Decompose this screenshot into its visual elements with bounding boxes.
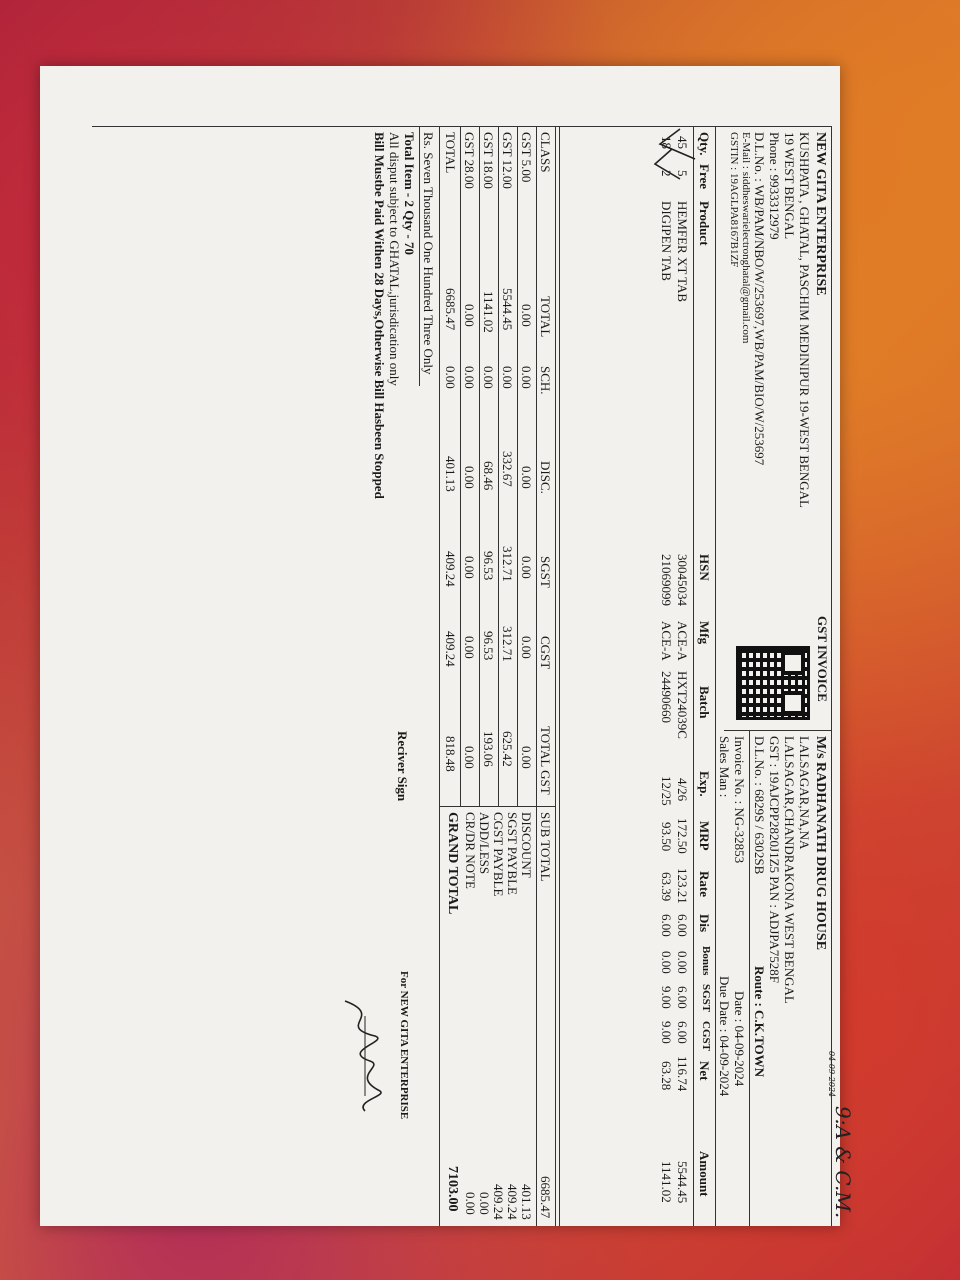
gst-cell: GST 12.00 — [500, 132, 515, 189]
item-amount: 1141.02 — [659, 1161, 674, 1203]
gst-row-line — [479, 126, 480, 806]
col-rate: Rate — [697, 871, 712, 897]
item-net: 116.74 — [675, 1056, 690, 1092]
item-exp: 4/26 — [675, 778, 690, 802]
seller-name: NEW GITA ENTERPRISE — [813, 132, 828, 296]
col-mrp: MRP — [697, 821, 712, 851]
summary-line — [536, 806, 537, 1226]
gst-cell: 0.00 — [462, 556, 477, 579]
gst-cell: 68.46 — [481, 461, 496, 491]
discount-label: DISCOUNT — [519, 812, 534, 878]
invoice-document — [40, 66, 855, 1226]
col-net: Net — [697, 1061, 712, 1081]
col-free: Free — [697, 164, 712, 190]
gst-cell: 0.00 — [462, 466, 477, 489]
col-product: Product — [697, 201, 712, 246]
col-qty: Qty. — [697, 132, 712, 156]
gst-cell: 401.13 — [443, 456, 458, 492]
item-mrp: 93.50 — [659, 822, 674, 852]
divider-buyer — [724, 730, 832, 731]
gst-cell: 1141.02 — [481, 291, 496, 333]
item-sgst: 6.00 — [675, 986, 690, 1009]
item-dis: 6.00 — [659, 914, 674, 937]
item-exp: 12/25 — [659, 776, 674, 806]
gst-header-total-gst: TOTAL GST — [538, 726, 553, 795]
gst-cell: 0.00 — [519, 366, 534, 389]
due-date: Due Date : 04-09-2024 — [717, 976, 732, 1097]
gst-cell: 0.00 — [519, 466, 534, 489]
seller-gstin: GSTIN : 19AGLPA8167B1ZF — [728, 132, 740, 268]
gst-cell: 193.06 — [481, 731, 496, 767]
gst-cell: GST 28.00 — [462, 132, 477, 189]
buyer-gst: GST : 19AJCPP2820J1Z5 PAN : ADJPA7528F — [767, 736, 782, 983]
receiver-sign: Reciver Sign — [395, 731, 410, 802]
gst-header-disc: DISC. — [538, 461, 553, 494]
cr-dr-note-value: 0.00 — [463, 1192, 478, 1215]
col-sgst: SGST — [700, 984, 712, 1013]
gst-cell: 0.00 — [443, 366, 458, 389]
gst-cell: 0.00 — [462, 366, 477, 389]
gst-row-line — [498, 126, 499, 806]
item-hsn: 21069099 — [659, 554, 674, 606]
item-bonus: 0.00 — [675, 951, 690, 974]
gst-cell: 0.00 — [462, 304, 477, 327]
for-company: For NEW GITA ENTERPRISE — [398, 971, 410, 1120]
invoice-title: GST INVOICE — [815, 616, 830, 702]
sales-man: Sales Man : — [717, 736, 732, 798]
discount-value: 401.13 — [519, 1184, 534, 1220]
gst-header-sgst: SGST — [538, 556, 553, 588]
gst-row-line — [460, 126, 461, 806]
total-items-qty: Total Item - 2 Qty - 70 — [402, 132, 417, 256]
gst-header-sch: SCH. — [538, 366, 553, 395]
gst-cell: 625.42 — [500, 731, 515, 767]
payment-terms: Bill Mustbe Paid Withen 28 Days,Otherwise Bill Hasbeen Stopped — [372, 132, 387, 499]
gst-cell: GST 18.00 — [481, 132, 496, 189]
items-header-bottom-line — [693, 126, 694, 1226]
signature-icon — [335, 996, 395, 1116]
seller-address2: 19 WEST BENGAL — [782, 132, 797, 240]
qr-code-icon — [736, 646, 810, 720]
seller-email: E-Mail : siddheswarielectronghatal@gmail.com — [740, 132, 752, 344]
item-rate: 63.39 — [659, 872, 674, 902]
sgst-payble-value: 409.24 — [505, 1184, 520, 1220]
gst-cell: 409.24 — [443, 551, 458, 587]
gst-header-class: CLASS — [538, 132, 553, 173]
sub-total-value: 6685.47 — [538, 1176, 553, 1219]
cr-dr-note-label: CR/DR NOTE — [463, 812, 478, 889]
item-batch: 24490660 — [659, 671, 674, 723]
item-qty: 18 — [659, 136, 674, 149]
gst-table-bottom-line — [439, 126, 440, 1226]
gst-cell: 0.00 — [500, 366, 515, 389]
border-left — [92, 126, 832, 127]
item-mfg: ACE-A — [659, 621, 674, 661]
gst-table-top-line — [555, 126, 556, 1226]
item-product: DIGIPEN TAB — [659, 201, 674, 281]
sub-total-label: SUB TOTAL — [538, 812, 553, 882]
col-cgst: CGST — [700, 1021, 712, 1051]
col-bonus: Bonus — [700, 946, 712, 976]
checkmark-icon — [650, 124, 700, 184]
gst-cell: 0.00 — [481, 366, 496, 389]
seller-dl: D.L.No. : WB/PAM/NBO/W/253697,WB/PAM/BIO/W/253697 — [752, 132, 767, 466]
gst-cell: 0.00 — [519, 636, 534, 659]
invoice-number: Invoice No. : NG-32853 — [732, 736, 747, 864]
col-dis: Dis — [697, 914, 712, 933]
seller-phone: Phone : 9933312979 — [767, 132, 782, 240]
grand-total-value: 7103.00 — [445, 1166, 460, 1212]
buyer-line2: LALSAGAR,CHANDRAKONA WEST BENGAL — [782, 736, 797, 1004]
buyer-name: M/s RADHANATH DRUG HOUSE — [813, 736, 828, 951]
cgst-payble-label: CGST PAYBLE — [491, 812, 506, 897]
seller-address1: KUSHPATA , GHATAL, PASCHIM MEDINIPUR 19-WEST BENGAL — [797, 132, 812, 508]
summary-divider — [440, 806, 556, 807]
gst-cell: 0.00 — [519, 746, 534, 769]
col-amount: Amount — [697, 1151, 712, 1197]
gst-cell: 409.24 — [443, 631, 458, 667]
item-amount: 5544.45 — [675, 1161, 690, 1204]
item-qty: 45 — [675, 136, 690, 149]
item-net: 63.28 — [659, 1061, 674, 1091]
buyer-line1: LALSAGAR,NA,NA — [797, 736, 812, 850]
gst-cell: 312.71 — [500, 626, 515, 662]
col-mfg: Mfg — [697, 621, 712, 645]
item-free: 5 — [675, 170, 690, 177]
gst-cell: 96.53 — [481, 551, 496, 581]
sgst-payble-label: SGST PAYBLE — [505, 812, 520, 895]
item-mrp: 172.50 — [675, 818, 690, 854]
gst-cell: 0.00 — [519, 304, 534, 327]
divider-meta — [749, 730, 750, 1226]
buyer-dl: D.L.No. : 6829S / 6302SB — [752, 736, 767, 875]
gst-cell: 0.00 — [462, 636, 477, 659]
gst-header-line — [536, 126, 537, 806]
item-mfg: ACE-A — [675, 621, 690, 661]
gst-cell: 312.71 — [500, 546, 515, 582]
item-rate: 123.21 — [675, 868, 690, 904]
item-sgst: 9.00 — [659, 986, 674, 1009]
item-batch: HXT24039C — [675, 671, 690, 739]
item-free: 2 — [659, 170, 674, 177]
add-less-value: 0.00 — [477, 1192, 492, 1215]
item-cgst: 9.00 — [659, 1021, 674, 1044]
invoice-date: Date : 04-09-2024 — [732, 991, 747, 1087]
gst-cell: 818.48 — [443, 736, 458, 772]
gst-cell: 6685.47 — [443, 288, 458, 331]
cgst-payble-value: 409.24 — [491, 1184, 506, 1220]
gst-header-cgst: CGST — [538, 636, 553, 670]
items-area-bottom-line — [559, 126, 560, 1226]
item-bonus: 0.00 — [659, 951, 674, 974]
item-product: HEMFER XT TAB — [675, 201, 690, 303]
gst-cell: 96.53 — [481, 631, 496, 661]
gst-row-line — [517, 126, 518, 806]
col-hsn: HSN — [697, 554, 712, 581]
item-cgst: 6.00 — [675, 1021, 690, 1044]
gst-cell: TOTAL — [443, 132, 458, 174]
gst-cell: 332.67 — [500, 451, 515, 487]
col-exp: Exp. — [697, 771, 712, 797]
amount-in-words: Rs. Seven Thousand One Hundred Three Only — [421, 132, 436, 375]
item-dis: 6.00 — [675, 914, 690, 937]
gst-cell: 0.00 — [519, 556, 534, 579]
jurisdiction-note: All disput subject to GHATAL,jurisdication only — [387, 132, 402, 386]
add-less-label: ADD/LESS — [477, 812, 492, 875]
items-header-top-line — [715, 126, 716, 1226]
handwritten-note: 9:A & C.M. — [831, 1106, 855, 1219]
gst-header-total: TOTAL — [538, 296, 553, 338]
grand-total-label: GRAND TOTAL — [445, 812, 460, 915]
item-hsn: 30045034 — [675, 554, 690, 606]
handwritten-date: 04-09-2024 — [827, 1051, 836, 1098]
gst-cell: GST 5.00 — [519, 132, 534, 183]
words-underline — [419, 126, 420, 386]
invoice-paper — [40, 66, 855, 1226]
gst-cell: 5544.45 — [500, 288, 515, 331]
buyer-route: Route : C.K.TOWN — [752, 966, 767, 1077]
gst-cell: 0.00 — [462, 746, 477, 769]
col-batch: Batch — [697, 686, 712, 719]
